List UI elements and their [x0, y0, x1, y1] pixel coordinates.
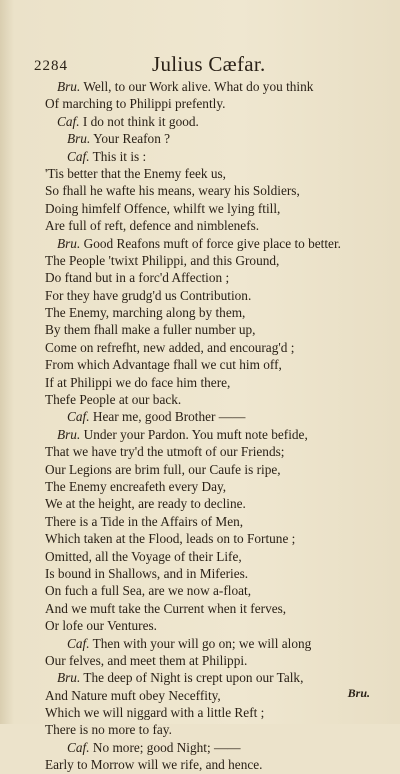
line-text: Is bound in Shallows, and in Miferies. — [45, 565, 249, 581]
speaker-name: Caf. — [67, 409, 90, 425]
text-line — [45, 374, 385, 391]
line-text: Which we will niggard with a little Reft ; — [45, 705, 265, 721]
text-line — [45, 95, 385, 112]
text-line — [45, 565, 385, 582]
line-text: On fuch a full Sea, are we now a-float, — [45, 583, 252, 599]
speaker-name: Bru. — [57, 426, 81, 442]
text-line — [45, 530, 385, 547]
line-text: The deep of Night is crept upon our Talk, — [83, 670, 304, 686]
line-text: By them fhall make a fuller number up, — [45, 322, 256, 338]
text-line — [45, 582, 385, 599]
text-line — [45, 513, 385, 530]
speaker-name: Caf. — [67, 739, 90, 755]
text-line — [45, 669, 385, 686]
text-line — [45, 321, 385, 338]
line-text: If at Philippi we do face him there, — [45, 374, 231, 390]
line-text: The Enemy, marching along by them, — [45, 305, 246, 321]
line-text: There is no more to fay. — [45, 722, 172, 738]
line-text: That we have try'd the utmoft of our Friends; — [45, 444, 285, 460]
line-text: Are full of reft, defence and nimblenefs. — [45, 218, 260, 234]
line-text: The Enemy encreafeth every Day, — [45, 478, 227, 494]
speaker-name: Bru. — [57, 235, 81, 251]
text-line — [45, 287, 385, 304]
text-line — [45, 235, 385, 252]
text-line — [45, 652, 385, 669]
line-text: And we muft take the Current when it ferves, — [45, 600, 287, 616]
line-text: Early to Morrow will we rife, and hence. — [45, 757, 263, 773]
text-line — [45, 495, 385, 512]
line-text: The People 'twixt Philippi, and this Ground, — [45, 252, 280, 268]
text-line — [45, 200, 385, 217]
line-text: There is a Tide in the Affairs of Men, — [45, 513, 244, 529]
speaker-name: Bru. — [57, 670, 81, 686]
text-line — [45, 252, 385, 269]
line-text: Or lofe our Ventures. — [45, 618, 158, 634]
line-text: No more; good Night; —— — [92, 739, 241, 755]
line-text: Your Reafon ? — [93, 131, 171, 147]
line-text: Do ftand but in a forc'd Affection ; — [45, 270, 230, 286]
text-line — [45, 739, 385, 756]
text-line — [45, 165, 385, 182]
running-title: Julius Cæfar. — [152, 52, 266, 76]
text-line — [45, 756, 385, 773]
line-text: Hear me, good Brother —— — [92, 409, 246, 425]
text-line — [45, 391, 385, 408]
line-text: Which taken at the Flood, leads on to Fortune ; — [45, 531, 296, 547]
speaker-name: Caf. — [67, 148, 90, 164]
text-line — [45, 148, 385, 165]
line-text: Well, to our Work alive. What do you think — [83, 79, 314, 94]
line-text: Our felves, and meet them at Philippi. — [45, 652, 248, 668]
text-line — [45, 339, 385, 356]
line-text: Our Legions are brim full, our Caufe is ripe, — [45, 461, 281, 477]
line-text: Doing himfelf Offence, whilft we lying ftill, — [45, 200, 281, 216]
speaker-name: Bru. — [67, 131, 91, 147]
line-text: Thefe People at our back. — [45, 392, 182, 408]
line-text: Come on refrefht, new added, and encourag'd ; — [45, 339, 295, 355]
text-line — [45, 426, 385, 443]
text-line — [45, 617, 385, 634]
text-line — [45, 635, 385, 652]
line-text: We at the height, are ready to decline. — [45, 496, 246, 512]
text-line — [45, 600, 385, 617]
text-line — [45, 461, 385, 478]
text-line — [45, 269, 385, 286]
line-text: Then with your will go on; we will along — [92, 635, 312, 651]
text-line — [45, 721, 385, 738]
line-text: And Nature muft obey Neceffity, — [45, 687, 221, 703]
line-text: I do not think it good. — [82, 113, 199, 129]
line-text: Good Reafons muft of force give place to better. — [83, 235, 341, 251]
text-line — [45, 78, 385, 95]
line-text: So fhall he wafte his means, weary his Soldiers, — [45, 183, 300, 199]
line-text: From which Advantage fhall we cut him off, — [45, 357, 282, 373]
speaker-name: Caf. — [67, 635, 90, 651]
text-line — [45, 548, 385, 565]
line-text: For they have grudg'd us Contribution. — [45, 287, 252, 303]
text-line — [45, 182, 385, 199]
catchword: Bru. — [347, 686, 370, 700]
page-header — [32, 52, 368, 78]
text-line — [45, 443, 385, 460]
line-text: Under your Pardon. You muft note befide, — [83, 426, 308, 442]
speaker-name: Bru. — [57, 79, 81, 94]
text-line — [45, 304, 385, 321]
text-line — [45, 408, 385, 425]
text-line — [45, 130, 385, 147]
text-line — [45, 113, 385, 130]
line-text: 'Tis better that the Enemy feek us, — [45, 165, 227, 181]
text-line — [45, 478, 385, 495]
line-text: Omitted, all the Voyage of their Life, — [45, 548, 242, 564]
line-text: Of marching to Philippi prefently. — [45, 96, 226, 112]
line-text: This it is : — [92, 148, 147, 164]
text-line — [45, 217, 385, 234]
play-text — [45, 78, 385, 774]
speaker-name: Caf. — [57, 113, 80, 129]
text-line — [45, 356, 385, 373]
text-line — [45, 704, 385, 721]
page-number: 2284 — [34, 58, 68, 74]
text-line — [45, 687, 385, 704]
